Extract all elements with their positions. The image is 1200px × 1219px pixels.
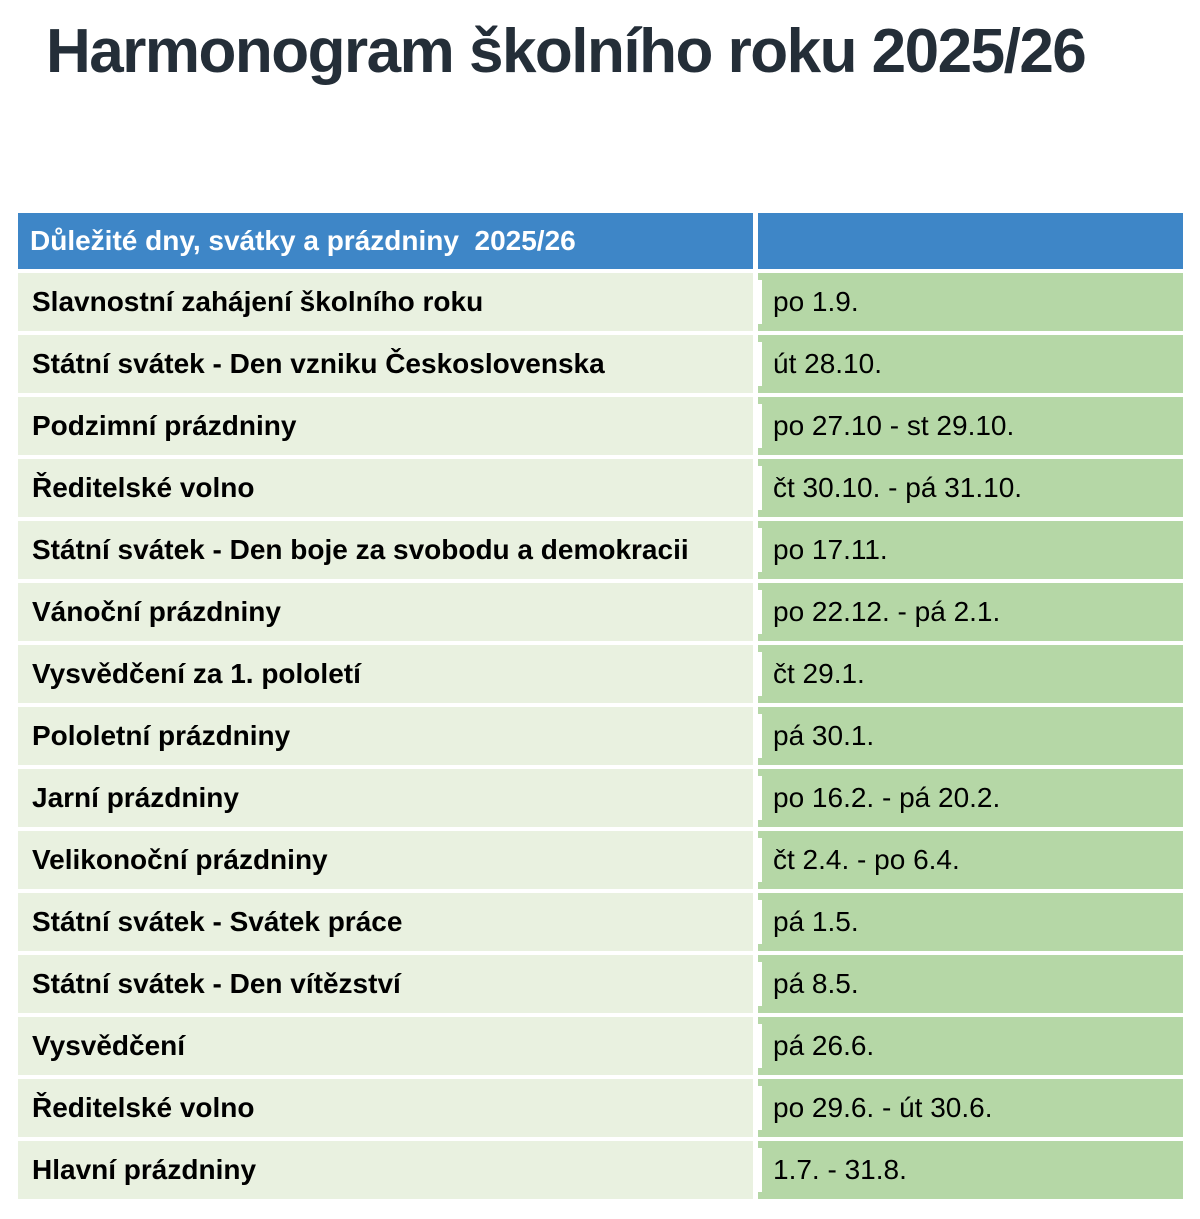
event-date-cell: čt 30.10. - pá 31.10. [758, 459, 1183, 517]
event-name-cell: Podzimní prázdniny [18, 397, 753, 455]
event-name-cell: Vysvědčení [18, 1017, 753, 1075]
event-name-cell: Státní svátek - Den vzniku Československa [18, 335, 753, 393]
event-name-cell: Státní svátek - Svátek práce [18, 893, 753, 951]
event-name-cell: Ředitelské volno [18, 1079, 753, 1137]
event-date-cell: po 1.9. [758, 273, 1183, 331]
event-name-cell: Ředitelské volno [18, 459, 753, 517]
event-date-cell: út 28.10. [758, 335, 1183, 393]
event-name-cell: Pololetní prázdniny [18, 707, 753, 765]
event-date-cell: po 29.6. - út 30.6. [758, 1079, 1183, 1137]
event-date-cell: čt 2.4. - po 6.4. [758, 831, 1183, 889]
event-name-cell: Vysvědčení za 1. pololetí [18, 645, 753, 703]
event-name-cell: Státní svátek - Den vítězství [18, 955, 753, 1013]
table-header-empty [758, 213, 1183, 269]
schedule-table [18, 213, 1183, 1199]
event-date-cell: pá 1.5. [758, 893, 1183, 951]
event-name-cell: Slavnostní zahájení školního roku [18, 273, 753, 331]
event-date-cell: po 16.2. - pá 20.2. [758, 769, 1183, 827]
event-date-cell: po 27.10 - st 29.10. [758, 397, 1183, 455]
event-name-cell: Velikonoční prázdniny [18, 831, 753, 889]
event-name-cell: Hlavní prázdniny [18, 1141, 753, 1199]
event-date-cell: čt 29.1. [758, 645, 1183, 703]
event-date-cell: pá 30.1. [758, 707, 1183, 765]
page-title: Harmonogram školního roku 2025/26 [46, 17, 1086, 86]
event-date-cell: po 17.11. [758, 521, 1183, 579]
table-header-title: Důležité dny, svátky a prázdniny 2025/26 [18, 213, 753, 269]
event-date-cell: 1.7. - 31.8. [758, 1141, 1183, 1199]
event-date-cell: pá 26.6. [758, 1017, 1183, 1075]
event-date-cell: pá 8.5. [758, 955, 1183, 1013]
event-name-cell: Jarní prázdniny [18, 769, 753, 827]
event-name-cell: Vánoční prázdniny [18, 583, 753, 641]
event-date-cell: po 22.12. - pá 2.1. [758, 583, 1183, 641]
event-name-cell: Státní svátek - Den boje za svobodu a demokracii [18, 521, 753, 579]
